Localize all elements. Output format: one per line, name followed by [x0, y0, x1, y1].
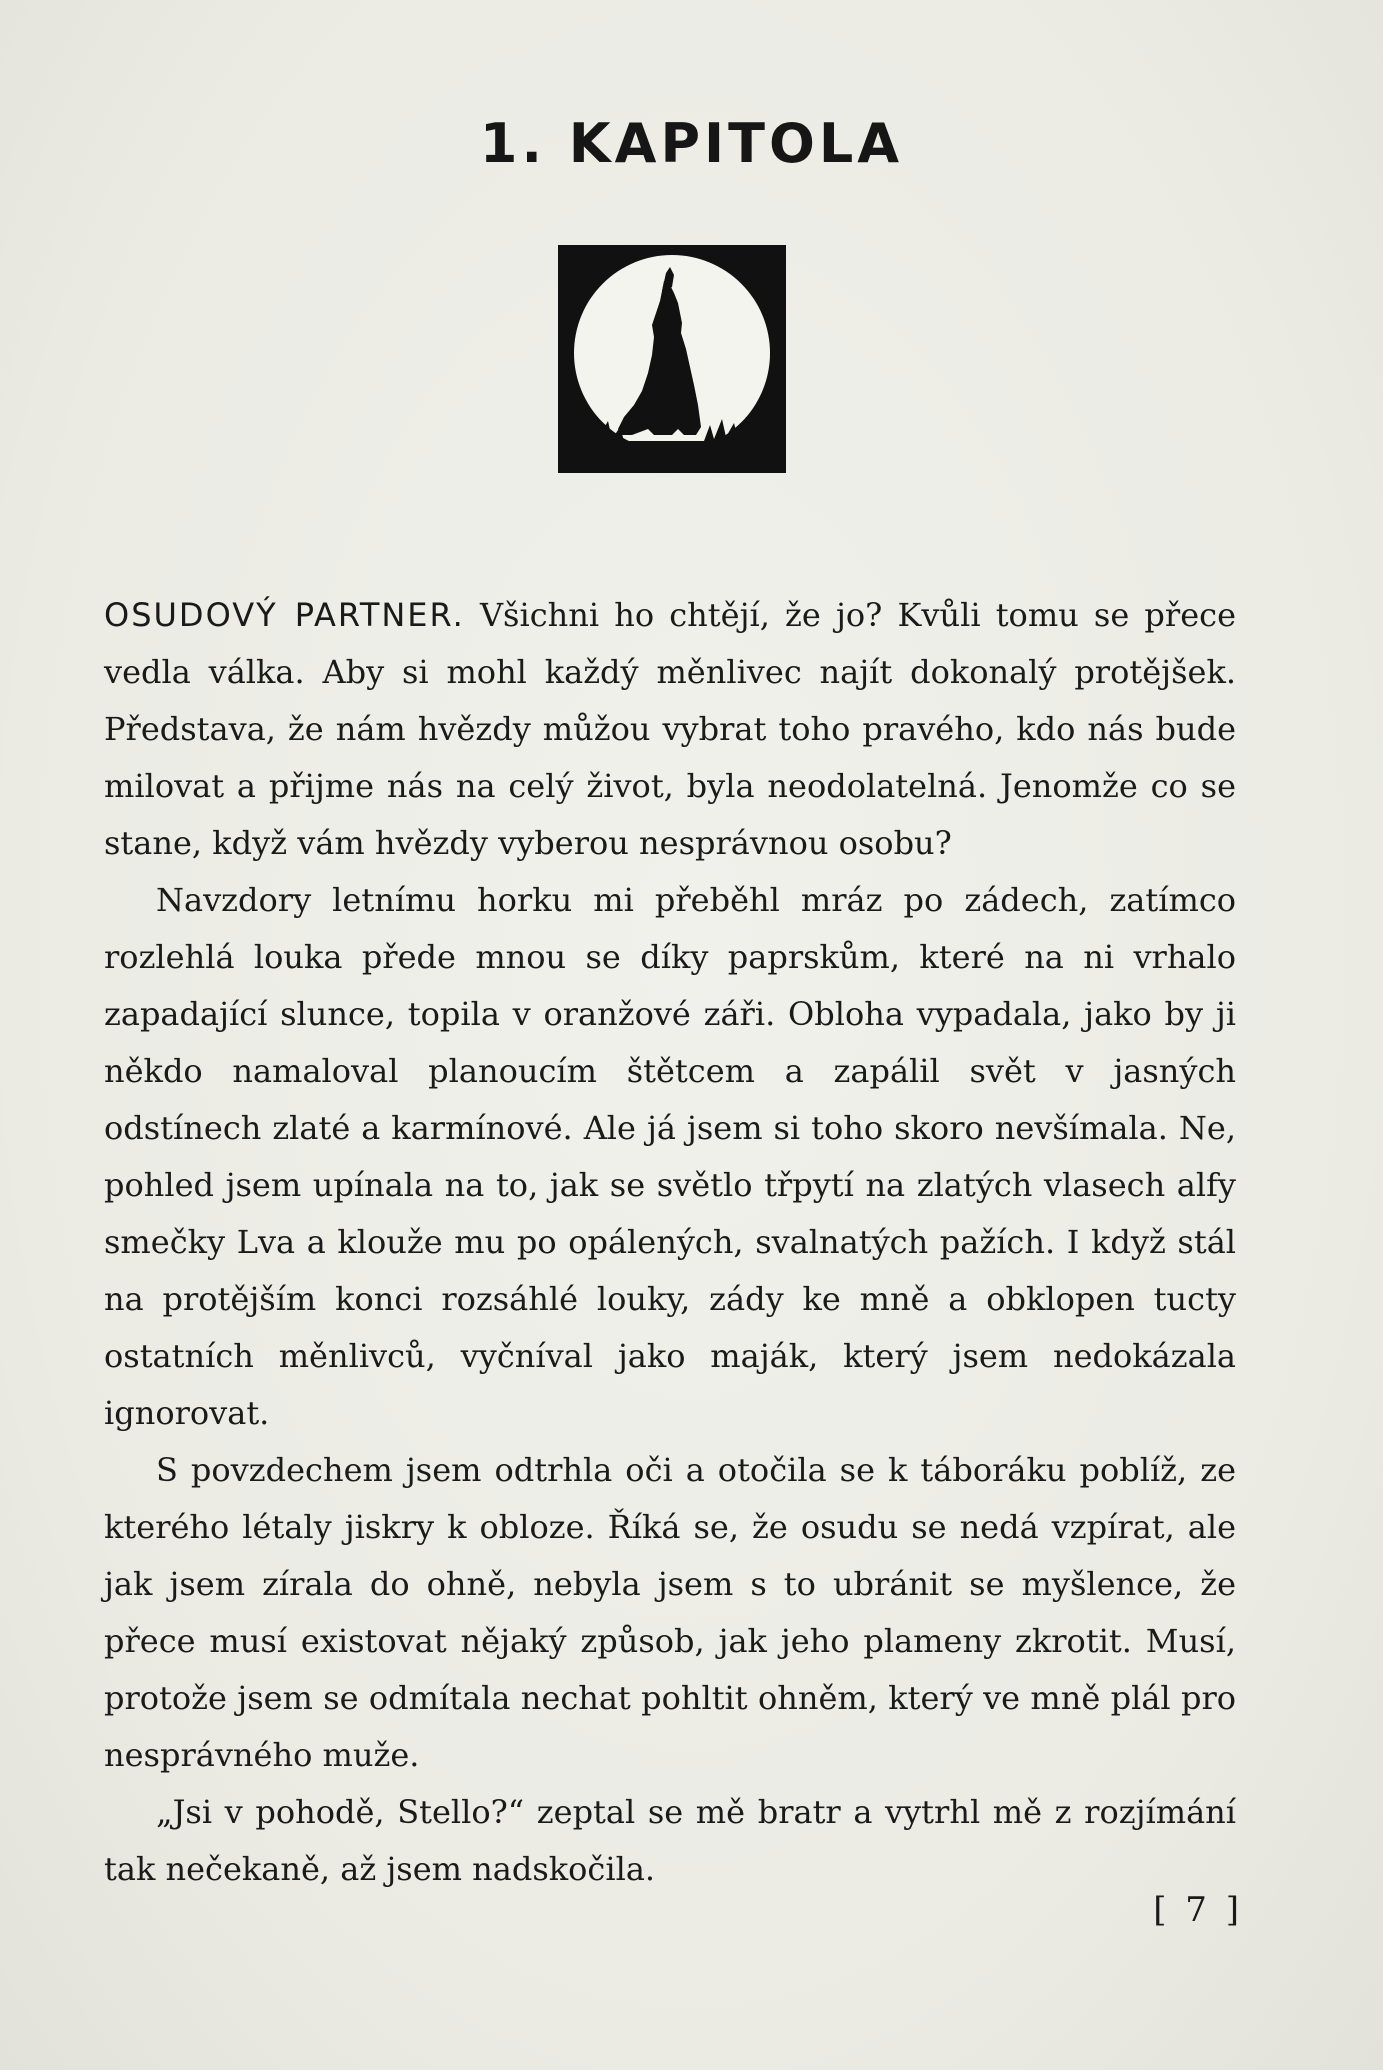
wolf-emblem-graphic — [558, 245, 786, 473]
chapter-title: 1. KAPITOLA — [479, 112, 904, 175]
howling-wolf-moon-icon — [558, 245, 786, 473]
paragraph-2: Navzdory letnímu horku mi přeběhl mráz po zádech, zatímco rozlehlá louka přede mnou se díky paprskům, které na ni vrhalo zapadající slunce, topila v oranžové záři. Obloha vypadala, jako by ji někdo namaloval planoucím štětcem a zapálil svět v jasných odstínech zlaté a karmínové. Ale já jsem si toho skoro nevšímala. Ne, pohled jsem upínala na to, jak se světlo třpytí na zlatých vlasech alfy smečky Lva a klouže mu po opálených, svalnatých pažích. I když stál na protějším konci rozsáhlé louky, zády ke mně a obklopen tucty ostatních měnlivců, vyčníval jako maják, který jsem nedokázala ignorovat. — [104, 881, 1236, 1432]
lead-in-caps: OSUDOVÝ PARTNER. — [104, 596, 465, 634]
paragraph-1 — [104, 587, 1236, 872]
paragraph-3: S povzdechem jsem odtrhla oči a otočila se k táboráku poblíž, ze kterého létaly jiskry k obloze. Říká se, že osudu se nedá vzpírat, ale jak jsem zírala do ohně, nebyla jsem s to ubránit se myšlence, že přece musí existovat nějaký způsob, jak jeho plameny zkrotit. Musí, protože jsem se odmítala nechat pohltit ohněm, který ve mně plál pro nesprávného muže. — [104, 1451, 1236, 1774]
page-number: [ 7 ] — [1153, 1890, 1243, 1930]
paragraph-4: „Jsi v pohodě, Stello?“ zeptal se mě bratr a vytrhl mě z rozjímání tak nečekaně, až jsem nadskočila. — [104, 1793, 1236, 1888]
paragraph-1-text: Všichni ho chtějí, že jo? Kvůli tomu se přece vedla válka. Aby si mohl každý měnlivec najít dokonalý protějšek. Představa, že nám hvězdy můžou vybrat toho pravého, kdo nás bude milovat a přijme nás na celý život, byla neodolatelná. Jenomže co se stane, když vám hvězdy vyberou nesprávnou osobu? — [104, 596, 1237, 862]
chapter-body — [104, 587, 1236, 1898]
